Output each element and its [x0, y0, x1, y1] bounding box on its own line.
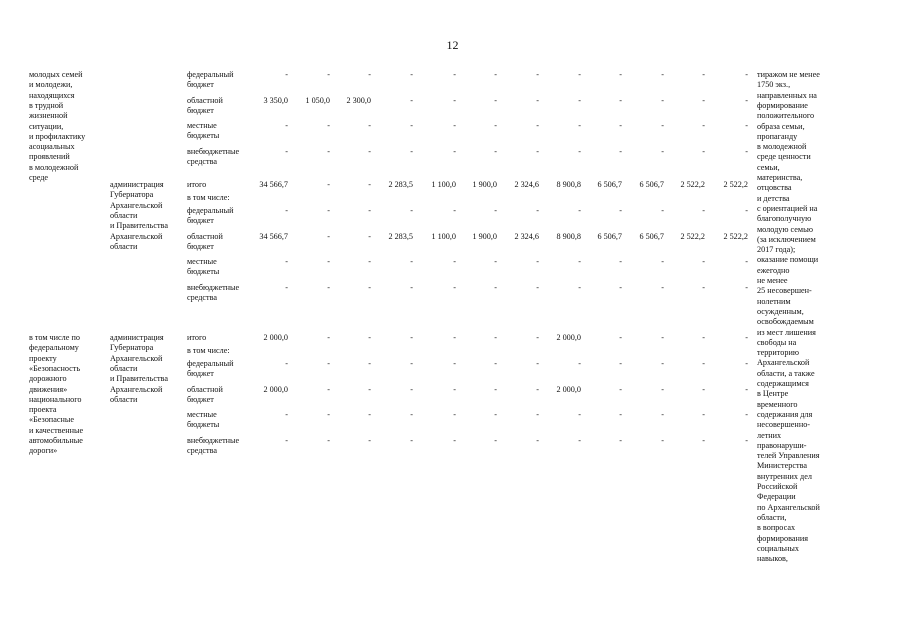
budget-cell: - — [368, 282, 371, 292]
budget-cell: - — [285, 206, 288, 215]
funding-source-label: областной — [187, 384, 223, 394]
budget-cell: - — [578, 70, 581, 79]
funding-source-label: бюджет — [187, 105, 214, 115]
result-text-line: тиражом не менее — [757, 70, 820, 79]
funding-source-label: бюджет — [187, 80, 214, 90]
budget-cell: 1 100,0 — [431, 180, 456, 189]
goal-text-line: «Безопасные — [29, 415, 74, 425]
budget-cell: - — [536, 146, 539, 156]
funding-source-label: средства — [187, 292, 218, 302]
budget-cell: - — [661, 206, 664, 215]
budget-cell: - — [702, 146, 705, 156]
executor-text-line: Архангельской — [110, 353, 163, 363]
result-text-line: 2017 года); — [757, 245, 796, 255]
budget-cell: - — [745, 282, 748, 292]
goal-text-line: федеральному — [29, 343, 79, 353]
budget-cell: 1 900,0 — [472, 231, 497, 241]
budget-cell: - — [494, 410, 497, 419]
budget-cell: - — [327, 435, 330, 445]
budget-cell: 8 900,8 — [556, 180, 581, 189]
budget-cell: 6 506,7 — [639, 231, 664, 241]
budget-cell: 6 506,7 — [639, 180, 664, 189]
funding-source-label: бюджет — [187, 394, 214, 404]
budget-cell: - — [702, 282, 705, 292]
budget-cell: - — [745, 359, 748, 368]
budget-cell: - — [536, 121, 539, 130]
budget-cell: 2 300,0 — [346, 95, 371, 105]
result-text-line: (за исключением — [757, 234, 816, 244]
budget-cell: - — [661, 282, 664, 292]
budget-cell: - — [661, 410, 664, 419]
budget-cell: - — [745, 121, 748, 130]
executor-text-line: администрация — [110, 333, 164, 342]
budget-cell: - — [661, 95, 664, 105]
budget-cell: - — [745, 384, 748, 394]
result-text-line: социальных — [757, 543, 799, 553]
budget-cell: - — [410, 333, 413, 342]
budget-cell: - — [578, 282, 581, 292]
result-text-line: осужденным, — [757, 306, 804, 316]
funding-source-label: областной — [187, 231, 223, 241]
budget-cell: - — [702, 121, 705, 130]
goal-text-line: в молодежной — [29, 162, 79, 172]
budget-cell: - — [494, 257, 497, 266]
result-text-line: формирование — [757, 100, 808, 110]
budget-cell: 2 324,6 — [514, 231, 539, 241]
budget-cell: - — [619, 384, 622, 394]
budget-cell: - — [410, 146, 413, 156]
budget-cell: - — [410, 121, 413, 130]
budget-cell: - — [661, 384, 664, 394]
budget-cell: - — [619, 257, 622, 266]
budget-cell: - — [368, 146, 371, 156]
budget-cell: - — [578, 410, 581, 419]
result-text-line: пропаганду — [757, 131, 798, 141]
budget-cell: - — [494, 121, 497, 130]
result-text-line: в Центре — [757, 389, 789, 399]
budget-cell: - — [578, 257, 581, 266]
budget-cell: - — [285, 257, 288, 266]
executor-text-line: области — [110, 363, 138, 373]
result-text-line: Федерации — [757, 492, 796, 502]
budget-cell: - — [285, 70, 288, 79]
budget-cell: - — [702, 70, 705, 79]
executor-text-line: и Правительства — [110, 374, 168, 384]
budget-cell: - — [285, 146, 288, 156]
funding-source-label: бюджеты — [187, 131, 220, 141]
budget-cell: - — [453, 70, 456, 79]
budget-cell: - — [745, 146, 748, 156]
budget-cell: 6 506,7 — [597, 231, 622, 241]
budget-cell: - — [661, 121, 664, 130]
budget-cell: - — [368, 435, 371, 445]
budget-cell: - — [661, 70, 664, 79]
budget-cell: - — [327, 70, 330, 79]
goal-text-line: ситуации, — [29, 121, 64, 131]
result-text-line: направленных на — [757, 90, 817, 100]
budget-cell: - — [536, 333, 539, 342]
funding-source-label: внебюджетные — [187, 146, 240, 156]
result-text-line: с ориентацией на — [757, 203, 818, 213]
goal-text-line: проекта — [29, 405, 57, 415]
funding-source-label: бюджеты — [187, 420, 220, 430]
budget-cell: - — [453, 435, 456, 445]
funding-source-label: внебюджетные — [187, 282, 240, 292]
funding-source-label: внебюджетные — [187, 435, 240, 445]
budget-cell: - — [619, 282, 622, 292]
budget-cell: - — [327, 180, 330, 189]
budget-cell: - — [368, 384, 371, 394]
budget-cell: 6 506,7 — [597, 180, 622, 189]
budget-cell: - — [578, 146, 581, 156]
result-text-line: благополучную — [757, 214, 812, 224]
budget-cell: - — [285, 121, 288, 130]
budget-cell: - — [578, 206, 581, 215]
budget-cell: - — [410, 435, 413, 445]
result-text-line: 1750 экз., — [757, 80, 791, 90]
budget-cell: - — [285, 435, 288, 445]
budget-cell: - — [619, 410, 622, 419]
result-text-line: молодую семью — [757, 224, 813, 234]
result-text-line: не менее — [757, 276, 788, 285]
goal-text-line: проекту — [29, 353, 57, 363]
result-text-line: оказание помощи — [757, 255, 819, 265]
budget-cell: - — [661, 435, 664, 445]
result-text-line: области, — [757, 512, 787, 522]
executor-text-line: области — [110, 241, 138, 251]
budget-cell: - — [453, 384, 456, 394]
result-text-line: среде ценности — [757, 152, 811, 162]
goal-text-line: движения» — [29, 384, 68, 394]
budget-cell: - — [745, 257, 748, 266]
budget-cell: - — [494, 435, 497, 445]
funding-source-label: областной — [187, 95, 223, 105]
funding-source-label: в том числе: — [187, 346, 230, 355]
budget-cell: - — [494, 206, 497, 215]
budget-cell: - — [368, 359, 371, 368]
budget-cell: - — [368, 333, 371, 342]
result-text-line: Архангельской — [757, 358, 810, 368]
goal-text-line: проявлений — [29, 152, 70, 162]
result-text-line: телей Управления — [757, 451, 820, 461]
budget-cell: 3 350,0 — [263, 95, 288, 105]
goal-text-line: находящихся — [29, 90, 75, 100]
funding-source-label: средства — [187, 445, 218, 455]
budget-cell: - — [327, 257, 330, 266]
funding-source-label: федеральный — [187, 206, 234, 215]
funding-source-label: бюджет — [187, 241, 214, 251]
budget-cell: - — [368, 121, 371, 130]
budget-cell: - — [745, 206, 748, 215]
budget-cell: - — [327, 146, 330, 156]
result-text-line: территорию — [757, 348, 799, 358]
goal-text-line: национального — [29, 394, 82, 404]
budget-cell: - — [494, 282, 497, 292]
result-text-line: материнства, — [757, 173, 803, 182]
budget-cell: 2 522,2 — [723, 231, 748, 241]
result-text-line: Российской — [757, 482, 798, 491]
budget-cell: - — [702, 95, 705, 105]
budget-cell: - — [661, 257, 664, 266]
goal-text-line: в трудной — [29, 100, 64, 110]
budget-cell: - — [410, 384, 413, 394]
budget-cell: - — [702, 384, 705, 394]
budget-cell: - — [453, 333, 456, 342]
budget-cell: - — [410, 410, 413, 419]
executor-text-line: Архангельской — [110, 231, 163, 241]
budget-cell: - — [578, 121, 581, 130]
result-text-line: навыков, — [757, 554, 788, 564]
budget-cell: - — [661, 333, 664, 342]
result-text-line: летних — [757, 430, 782, 440]
budget-cell: 1 100,0 — [431, 231, 456, 241]
budget-cell: 2 000,0 — [263, 333, 288, 342]
funding-source-label: местные — [187, 121, 217, 130]
budget-cell: - — [702, 359, 705, 368]
result-text-line: освобождаемым — [757, 317, 814, 327]
budget-cell: - — [453, 121, 456, 130]
budget-cell: - — [536, 95, 539, 105]
executor-text-line: области — [110, 394, 138, 404]
budget-cell: - — [327, 231, 330, 241]
budget-cell: - — [453, 410, 456, 419]
funding-source-label: средства — [187, 156, 218, 166]
budget-cell: - — [702, 333, 705, 342]
budget-cell: - — [745, 333, 748, 342]
budget-cell: - — [745, 95, 748, 105]
result-text-line: правонаруши- — [757, 440, 807, 450]
result-text-line: семьи, — [757, 162, 780, 172]
goal-text-line: жизненной — [29, 111, 68, 121]
result-text-line: содержащимся — [757, 379, 809, 388]
executor-text-line: области — [110, 210, 138, 220]
budget-cell: - — [494, 95, 497, 105]
goal-text-line: дороги» — [29, 446, 58, 456]
result-text-line: образа семьи, — [757, 121, 805, 131]
budget-cell: - — [536, 257, 539, 266]
budget-cell: - — [578, 435, 581, 445]
budget-cell: - — [494, 384, 497, 394]
budget-cell: - — [368, 410, 371, 419]
budget-cell: - — [327, 282, 330, 292]
budget-cell: - — [494, 333, 497, 342]
funding-source-label: федеральный — [187, 70, 234, 79]
budget-cell: - — [327, 206, 330, 215]
budget-cell: - — [745, 435, 748, 445]
result-text-line: 25 несовершен- — [757, 286, 812, 296]
budget-cell: - — [536, 384, 539, 394]
budget-cell: - — [453, 257, 456, 266]
budget-cell: 2 283,5 — [388, 231, 413, 241]
result-text-line: отцовства — [757, 183, 792, 193]
executor-text-line: Губернатора — [110, 190, 154, 200]
budget-cell: - — [494, 359, 497, 368]
executor-text-line: Губернатора — [110, 343, 154, 353]
budget-cell: - — [536, 359, 539, 368]
result-text-line: внутренних дел — [757, 471, 812, 481]
budget-cell: - — [745, 410, 748, 419]
funding-source-label: итого — [187, 333, 207, 342]
budget-cell: 2 522,2 — [680, 180, 705, 189]
budget-cell: - — [702, 257, 705, 266]
goal-text-line: молодых семей — [29, 70, 83, 79]
budget-cell: 34 566,7 — [259, 231, 288, 241]
result-text-line: несовершенно- — [757, 420, 811, 430]
budget-cell: - — [619, 121, 622, 130]
budget-cell: 2 522,2 — [723, 180, 748, 189]
goal-text-line: дорожного — [29, 374, 67, 384]
budget-cell: 1 050,0 — [305, 95, 330, 105]
budget-cell: - — [702, 206, 705, 215]
budget-cell: - — [327, 359, 330, 368]
result-text-line: формирования — [757, 533, 809, 543]
budget-cell: - — [702, 410, 705, 419]
funding-source-label: местные — [187, 410, 217, 419]
result-text-line: положительного — [757, 111, 815, 121]
budget-cell: - — [285, 410, 288, 419]
budget-cell: - — [453, 359, 456, 368]
page-number: 12 — [446, 38, 459, 52]
budget-cell: - — [661, 359, 664, 368]
budget-cell: - — [327, 333, 330, 342]
budget-cell: - — [619, 359, 622, 368]
budget-cell: - — [619, 95, 622, 105]
budget-cell: - — [453, 206, 456, 215]
budget-cell: - — [368, 206, 371, 215]
budget-cell: - — [410, 359, 413, 368]
result-text-line: содержания для — [757, 409, 813, 419]
result-text-line: и детства — [757, 193, 790, 203]
budget-cell: - — [453, 146, 456, 156]
result-text-line: в вопросах — [757, 523, 796, 533]
budget-cell: 2 324,6 — [514, 180, 539, 189]
budget-cell: - — [619, 435, 622, 445]
funding-source-label: в том числе: — [187, 193, 230, 202]
budget-cell: - — [327, 410, 330, 419]
budget-cell: 1 900,0 — [472, 180, 497, 189]
budget-cell: - — [410, 206, 413, 215]
funding-source-label: бюджет — [187, 216, 214, 226]
budget-cell: 2 522,2 — [680, 231, 705, 241]
executor-text-line: администрация — [110, 180, 164, 189]
result-text-line: свободы на — [757, 337, 797, 347]
budget-cell: - — [578, 95, 581, 105]
budget-cell: - — [410, 70, 413, 79]
budget-cell: - — [327, 384, 330, 394]
budget-cell: - — [368, 257, 371, 266]
budget-cell: - — [536, 282, 539, 292]
budget-cell: 34 566,7 — [259, 180, 288, 189]
funding-source-label: итого — [187, 180, 207, 189]
goal-text-line: и качественные — [29, 425, 84, 435]
budget-cell: - — [453, 95, 456, 105]
budget-cell: - — [661, 146, 664, 156]
goal-text-line: «Безопасность — [29, 363, 81, 373]
goal-text-line: среде — [29, 173, 49, 182]
budget-cell: 8 900,8 — [556, 231, 581, 241]
goal-text-line: автомобильные — [29, 436, 83, 445]
budget-cell: - — [536, 410, 539, 419]
result-text-line: в молодежной — [757, 142, 807, 152]
funding-source-label: бюджет — [187, 369, 214, 379]
budget-cell: - — [368, 70, 371, 79]
goal-text-line: в том числе по — [29, 333, 80, 342]
budget-cell: - — [494, 70, 497, 79]
budget-cell: - — [368, 180, 371, 189]
result-text-line: ежегодно — [757, 265, 790, 275]
budget-cell: 2 000,0 — [556, 384, 581, 394]
result-text-line: временного — [757, 399, 798, 409]
budget-cell: - — [578, 359, 581, 368]
executor-text-line: и Правительства — [110, 221, 168, 231]
budget-cell: - — [285, 359, 288, 368]
executor-text-line: Архангельской — [110, 384, 163, 394]
executor-text-line: Архангельской — [110, 200, 163, 210]
result-text-line: из мест лишения — [757, 327, 816, 337]
funding-source-label: бюджеты — [187, 267, 220, 277]
budget-cell: - — [619, 146, 622, 156]
budget-cell: - — [619, 70, 622, 79]
result-text-line: области, а также — [757, 368, 815, 378]
budget-cell: - — [745, 70, 748, 79]
budget-cell: - — [619, 333, 622, 342]
goal-text-line: асоциальных — [29, 142, 75, 152]
budget-cell: - — [702, 435, 705, 445]
budget-cell: - — [285, 282, 288, 292]
budget-cell: - — [410, 95, 413, 105]
funding-source-label: федеральный — [187, 359, 234, 368]
budget-cell: - — [410, 282, 413, 292]
budget-cell: - — [536, 70, 539, 79]
budget-cell: - — [453, 282, 456, 292]
result-text-line: по Архангельской — [757, 502, 820, 512]
budget-cell: - — [368, 231, 371, 241]
goal-text-line: и молодежи, — [29, 80, 73, 90]
budget-cell: 2 000,0 — [263, 384, 288, 394]
result-text-line: Министерства — [757, 461, 807, 471]
budget-cell: - — [410, 257, 413, 266]
budget-cell: 2 000,0 — [556, 333, 581, 342]
budget-cell: 2 283,5 — [388, 180, 413, 189]
budget-cell: - — [536, 435, 539, 445]
budget-cell: - — [536, 206, 539, 215]
result-text-line: нолетним — [757, 296, 791, 306]
goal-text-line: и профилактику — [29, 131, 86, 141]
budget-cell: - — [619, 206, 622, 215]
budget-cell: - — [494, 146, 497, 156]
funding-source-label: местные — [187, 257, 217, 266]
budget-cell: - — [327, 121, 330, 130]
